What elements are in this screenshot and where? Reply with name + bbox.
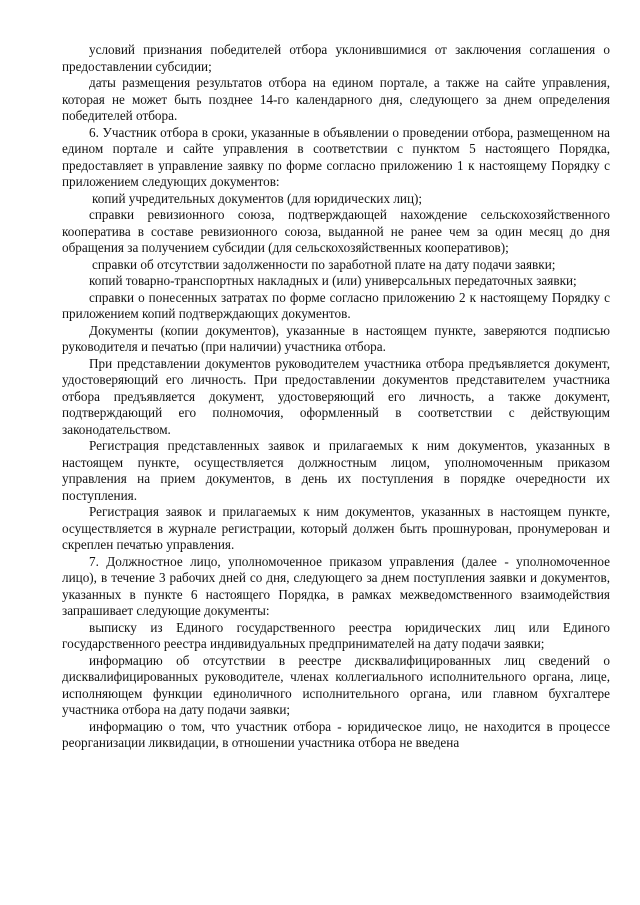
paragraph: информацию об отсутствии в реестре дисквалифицированных лиц сведений о дисквалифицированных руководителе, членах коллегиального исполнительного органа, лице, исполняющем функции единоличного исполнительного органа, или главном бухгалтере участника отбора на дату подачи заявки; bbox=[62, 652, 610, 717]
paragraph: справки о понесенных затратах по форме согласно приложению 2 к настоящему Порядку с приложением копий подтверждающих документов. bbox=[62, 289, 610, 321]
paragraph: копий учредительных документов (для юридических лиц); bbox=[92, 190, 423, 206]
paragraph: 7. Должностное лицо, уполномоченное приказом управления (далее - уполномоченное лицо), в течение 3 рабочих дней со дня, следующего за днем поступления заявки и документов, указанных в пункте 6 настоящего Порядка, в рамках межведомственного взаимодействия запрашивает следующие документы: bbox=[62, 553, 610, 618]
document-body bbox=[62, 42, 610, 752]
paragraph: справки ревизионного союза, подтверждающей нахождение сельскохозяйственного кооператива в составе ревизионного союза, выданной не ранее чем за один месяц до дня обращения за получением субсидии (для сельскохозяйственных кооперативов); bbox=[62, 207, 610, 255]
paragraph: Регистрация представленных заявок и прилагаемых к ним документов, указанных в настоящем пункте, осуществляется должностным лицом, уполномоченным приказом управления на прием документов, в день их поступления в порядке очередности их поступления. bbox=[62, 438, 610, 503]
paragraph: справки об отсутствии задолженности по заработной плате на дату подачи заявки; bbox=[92, 256, 556, 272]
paragraph: условий признания победителей отбора уклонившимися от заключения соглашения о предоставлении субсидии; bbox=[62, 42, 610, 74]
paragraph: Регистрация заявок и прилагаемых к ним документов, указанных в настоящем пункте, осуществляется в журнале регистрации, который должен быть прошнурован, пронумерован и скреплен печатью управления. bbox=[62, 504, 610, 552]
paragraph: 6. Участник отбора в сроки, указанные в объявлении о проведении отбора, размещенном на едином портале и сайте управления в соответствии с пунктом 5 настоящего Порядка, предоставляет в управление заявку по форме согласно приложению 1 к настоящему Порядку с приложением следующих документов: bbox=[62, 124, 610, 189]
paragraph: копий товарно-транспортных накладных и (или) универсальных передаточных заявки; bbox=[89, 273, 577, 288]
paragraph: даты размещения результатов отбора на едином портале, а также на сайте управления, которая не может быть позднее 14-го календарного дня, следующего за днем определения победителей отбора. bbox=[62, 75, 610, 123]
paragraph: выписку из Единого государственного реестра юридических лиц или Единого государственного реестра индивидуальных предпринимателей на дату подачи заявки; bbox=[62, 619, 610, 651]
paragraph: Документы (копии документов), указанные в настоящем пункте, заверяются подписью руководителя и печатью (при наличии) участника отбора. bbox=[62, 322, 610, 354]
paragraph: информацию о том, что участник отбора - юридическое лицо, не находится в процессе реорганизации ликвидации, в отношении участника отбора не введена bbox=[62, 718, 610, 750]
paragraph: При представлении документов руководителем участника отбора предъявляется документ, удостоверяющий его личность. При предоставлении документов представителем участника отбора предъявляется документ, удостоверяющий его личность, а также документ, подтверждающий его полномочия, оформленный в соответствии с действующим законодательством. bbox=[62, 355, 610, 437]
